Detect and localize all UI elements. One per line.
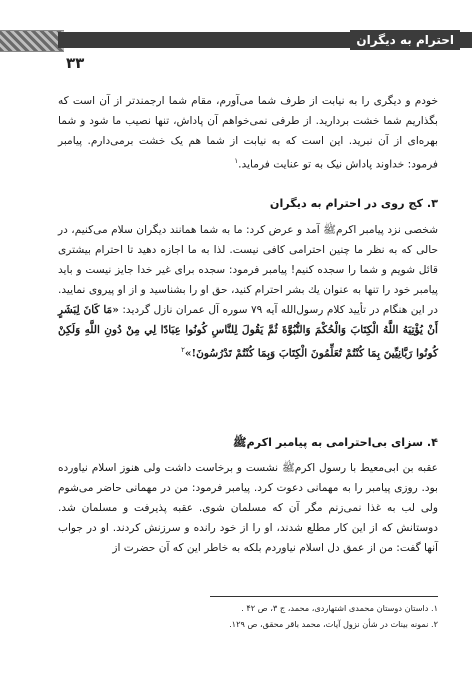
footnote-2: ۲. نمونه بینات در شأن نزول آیات، محمد باقر محقق، ص ۱۲۹. [229, 619, 438, 629]
header-ornament [0, 30, 64, 52]
page-header [0, 0, 472, 56]
paragraph-1-text: خودم و دیگری را به نیابت از طرف شما می‌آورم، مقام شما ارجمندتر از آن است که بگذاریم شما خشت بردارید. از طرفی نمی‌خواهم آن پاداش، تنها نصیب ما شود و شما بهره‌ای از آن نبرید. این است که به نیابت از شما هم یک خشت برمی‌دارم. پیامبر فرمود: خداوند پاداش نیک به تو عنایت فرماید. [58, 95, 438, 171]
paragraph-2-text: شخصی نزد پیامبر اکرمﷺ آمد و عرض کرد: ما به شما همانند دیگران سلام می‌کنیم، در حالی که به نظر ما چنین احترامی کافی نیست. لذا به ما اجازه دهید تا احترام بیشتری قائل شویم و شما را سجده کنیم! پیامبر فرمود: سجده برای غیر خدا جایز نیست و باید پیامبر خود را تنها به عنوان یك بشر احترام کنید، حق او را بشناسید و از او پیروی نمایید. در این هنگام در تأیید کلام رسول‌الله آیه ۷۹ سوره آل عمران نازل گردید: [58, 224, 438, 316]
paragraph-1 [58, 91, 438, 175]
footnotes [58, 600, 438, 632]
quran-verse: «مَا كَانَ لِبَشَرٍ أَنْ يُؤْتِيَهُ اللَّهُ الْكِتَابَ وَالْحُكْمَ وَالنُّبُوَّةَ ثُمَّ يَقُولَ لِلنَّاسِ كُونُوا عِبَادًا لِي مِنْ دُونِ اللَّهِ وَلَكِنْ كُونُوا رَبَّانِيِّينَ بِمَا كُنْتُمْ تُعَلِّمُونَ الْكِتَابَ وَبِمَا كُنْتُمْ تَدْرُسُونَ!» [58, 304, 438, 360]
footnote-ref-1: ۱ [234, 157, 239, 165]
footnote-1: ۱. داستان دوستان محمدی اشتهاردی، محمد، ج ۳، ص ۴۲ . [241, 603, 438, 613]
section-3-heading: ۳. کج روی در احترام به دیگران [269, 197, 438, 210]
paragraph-3: عقبه بن ابی‌معیط با رسول اکرمﷺ نشست و برخاست داشت ولی هنوز اسلام نیاورده بود. روزی پیامبر را به مهمانی دعوت کرد. پیامبر فرمود: من در مهمانی حاضر می‌شوم ولی لب به غذا نمی‌زنم مگر آن که مسلمان شوی. عقبه پذیرفت و مسلمان شد. دوستانش که از این کار مطلع شدند، او را از خود رانده و سرزنش کردند. او در جواب آنها گفت: من از عمق دل اسلام نیاوردم بلکه به خاطر این که آن حضرت از [58, 462, 438, 554]
section-4-heading: ۴. سزای بی‌احترامی به پیامبر اکرمﷺ [232, 436, 438, 449]
paragraph-2 [58, 220, 438, 364]
page-number: ۳۳ [66, 54, 85, 72]
footnote-ref-2: ۲ [181, 346, 185, 354]
footnote-divider [210, 596, 438, 597]
running-title: احترام به دیگران [350, 30, 460, 50]
